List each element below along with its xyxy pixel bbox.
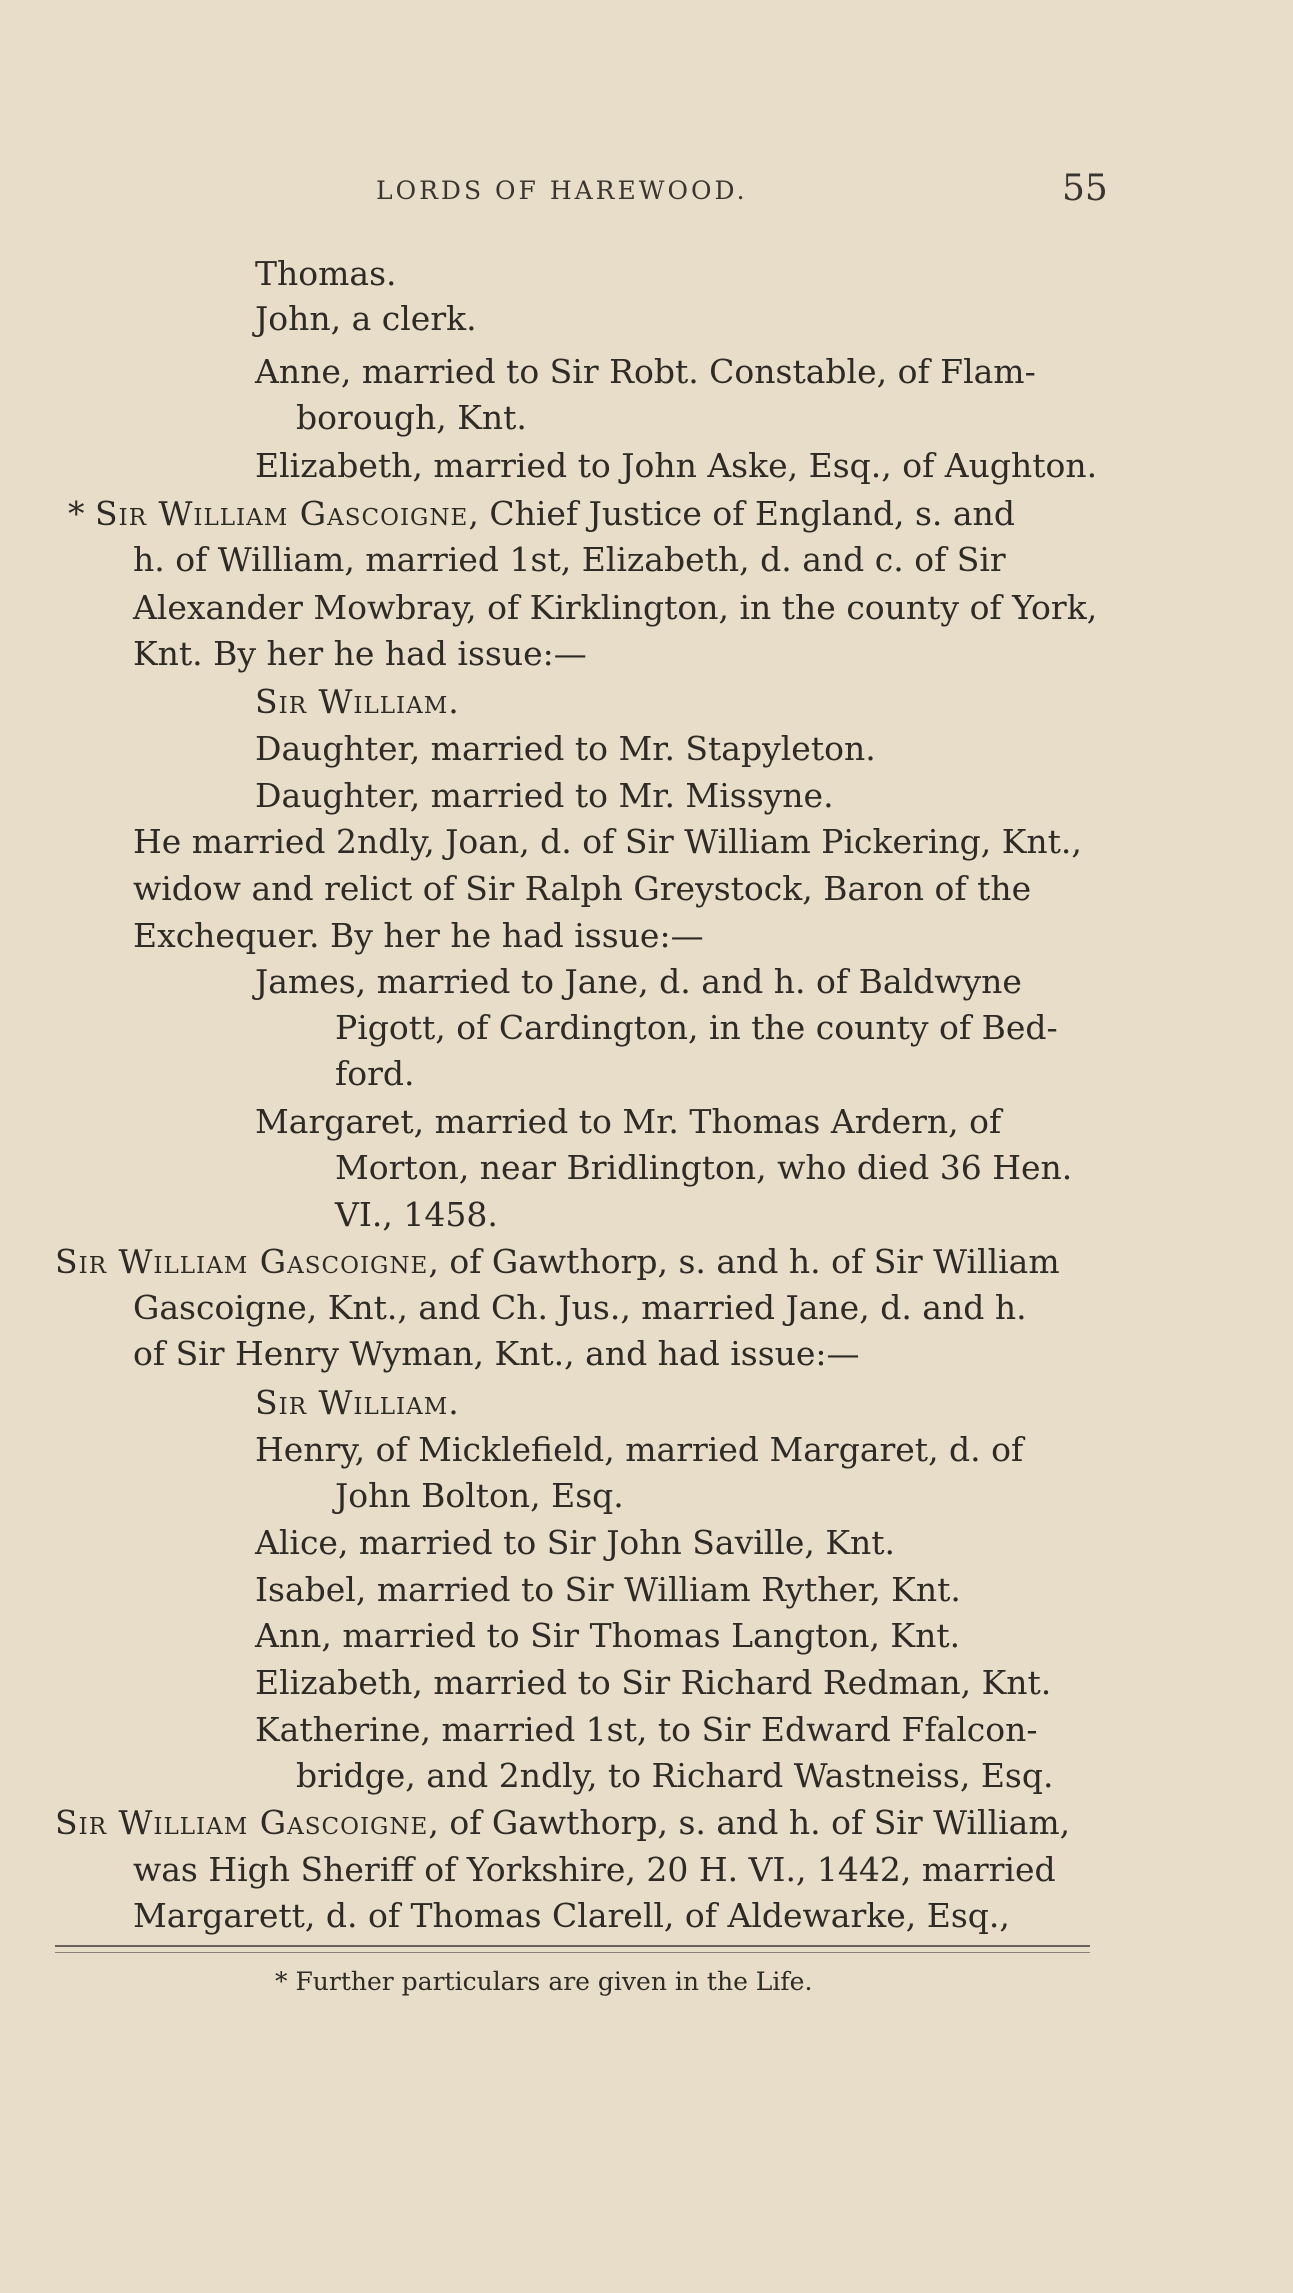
text-line bbox=[255, 776, 834, 816]
text-line bbox=[255, 446, 1097, 486]
small-caps-name: Sir William Gascoigne bbox=[95, 494, 469, 533]
page-header bbox=[0, 168, 1293, 218]
text-line bbox=[255, 1663, 1051, 1703]
line-text: Elizabeth, married to Sir Richard Redman, Knt. bbox=[255, 1663, 1052, 1702]
line-text: Pigott, of Cardington, in the county of Bed- bbox=[335, 1008, 1058, 1047]
text-line bbox=[133, 916, 704, 956]
footnote: * Further particulars are given in the Life. bbox=[275, 1967, 813, 1996]
line-text: ford. bbox=[335, 1054, 415, 1093]
line-text: Isabel, married to Sir William Ryther, Knt. bbox=[255, 1570, 961, 1609]
line-text: Katherine, married 1st, to Sir Edward Ffalcon- bbox=[255, 1710, 1038, 1749]
footnote-rule bbox=[55, 1945, 1090, 1947]
text-line bbox=[255, 1523, 895, 1563]
line-text: was High Sheriff of Yorkshire, 20 H. VI., 1442, married bbox=[133, 1850, 1056, 1889]
text-line bbox=[255, 1102, 1001, 1142]
text-line bbox=[335, 1008, 1058, 1048]
text-line bbox=[255, 1383, 460, 1423]
line-text: , of Gawthorp, s. and h. of Sir William bbox=[428, 1242, 1060, 1281]
text-line bbox=[133, 634, 587, 674]
line-text: bridge, and 2ndly, to Richard Wastneiss, Esq. bbox=[296, 1756, 1054, 1795]
text-line bbox=[255, 1710, 1038, 1750]
text-line bbox=[255, 962, 1022, 1002]
line-text: Morton, near Bridlington, who died 36 Hen. bbox=[335, 1148, 1073, 1187]
line-text: Anne, married to Sir Robt. Constable, of Flam- bbox=[255, 352, 1036, 391]
line-text: , Chief Justice of England, s. and bbox=[468, 494, 1015, 533]
line-text: He married 2ndly, Joan, d. of Sir William Pickering, Knt., bbox=[133, 822, 1082, 861]
text-line bbox=[255, 1616, 960, 1656]
text-line bbox=[255, 729, 876, 769]
line-text: Knt. By her he had issue:— bbox=[133, 634, 587, 673]
text-line bbox=[255, 682, 460, 722]
line-text: Elizabeth, married to John Aske, Esq., of Aughton. bbox=[255, 446, 1098, 485]
running-head: LORDS OF HAREWOOD. bbox=[376, 176, 748, 205]
line-text: John, a clerk. bbox=[255, 299, 477, 338]
text-line bbox=[133, 869, 1031, 909]
line-text: John Bolton, Esq. bbox=[335, 1476, 624, 1515]
line-text: , of Gawthorp, s. and h. of Sir William, bbox=[428, 1803, 1071, 1842]
text-line bbox=[335, 1054, 414, 1094]
text-line bbox=[133, 1334, 860, 1374]
page-number: 55 bbox=[1062, 168, 1108, 209]
line-text: Alice, married to Sir John Saville, Knt. bbox=[255, 1523, 896, 1562]
text-line bbox=[133, 822, 1082, 862]
text-line bbox=[335, 1476, 624, 1516]
footnote-rule-thin bbox=[55, 1952, 1090, 1953]
line-text: Exchequer. By her he had issue:— bbox=[133, 916, 704, 955]
line-text: Margarett, d. of Thomas Clarell, of Aldewarke, Esq., bbox=[133, 1896, 1010, 1935]
small-caps-name: Sir William. bbox=[255, 1383, 460, 1422]
text-line bbox=[68, 494, 1015, 534]
line-text: borough, Knt. bbox=[296, 398, 527, 437]
small-caps-name: Sir William. bbox=[255, 682, 460, 721]
text-line bbox=[55, 1242, 1060, 1282]
footnote-marker: * bbox=[68, 494, 95, 533]
text-line bbox=[296, 1756, 1054, 1796]
line-text: of Sir Henry Wyman, Knt., and had issue:— bbox=[133, 1334, 860, 1373]
line-text: Gascoigne, Knt., and Ch. Jus., married Jane, d. and h. bbox=[133, 1288, 1027, 1327]
line-text: VI., 1458. bbox=[335, 1195, 498, 1234]
text-line bbox=[133, 540, 1006, 580]
line-text: h. of William, married 1st, Elizabeth, d. and c. of Sir bbox=[133, 540, 1006, 579]
line-text: Daughter, married to Mr. Missyne. bbox=[255, 776, 834, 815]
text-line bbox=[255, 254, 397, 294]
text-line bbox=[133, 1288, 1027, 1328]
text-line bbox=[335, 1148, 1072, 1188]
line-text: Margaret, married to Mr. Thomas Ardern, of bbox=[255, 1102, 1002, 1141]
line-text: James, married to Jane, d. and h. of Baldwyne bbox=[255, 962, 1022, 1001]
line-text: widow and relict of Sir Ralph Greystock, Baron of the bbox=[133, 869, 1032, 908]
line-text: Daughter, married to Mr. Stapyleton. bbox=[255, 729, 876, 768]
text-line bbox=[255, 352, 1036, 392]
text-line bbox=[255, 1570, 961, 1610]
line-text: Thomas. bbox=[255, 254, 397, 293]
text-line bbox=[133, 588, 1097, 628]
text-line bbox=[55, 1803, 1070, 1843]
text-line bbox=[255, 1430, 1023, 1470]
text-line bbox=[255, 299, 477, 339]
text-line bbox=[335, 1195, 498, 1235]
text-line bbox=[133, 1896, 1010, 1936]
line-text: Henry, of Micklefield, married Margaret, d. of bbox=[255, 1430, 1024, 1469]
text-line bbox=[296, 398, 527, 438]
line-text: Ann, married to Sir Thomas Langton, Knt. bbox=[255, 1616, 961, 1655]
small-caps-name: Sir William Gascoigne bbox=[55, 1242, 429, 1281]
text-line bbox=[133, 1850, 1056, 1890]
line-text: Alexander Mowbray, of Kirklington, in the county of York, bbox=[133, 588, 1098, 627]
small-caps-name: Sir William Gascoigne bbox=[55, 1803, 429, 1842]
